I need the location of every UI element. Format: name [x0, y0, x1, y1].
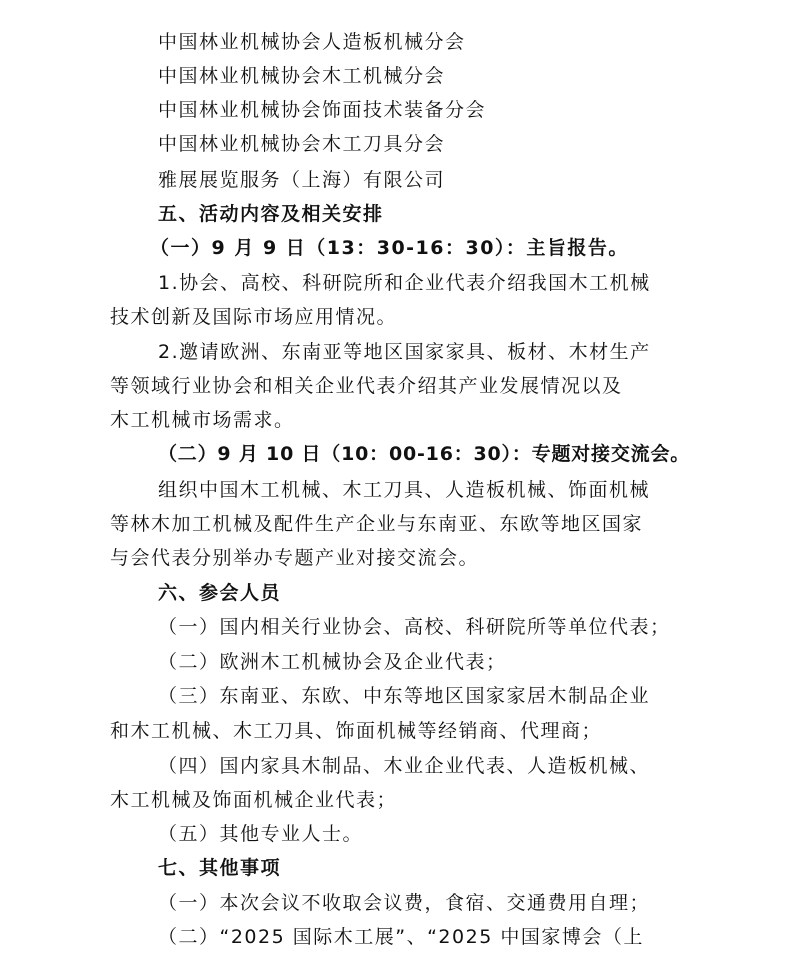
subsection-heading: （二）9 月 10 日（10：00-16：30）：专题对接交流会。: [158, 443, 690, 465]
section-heading: 六、参会人员: [158, 582, 282, 604]
paragraph-line: 组织中国木工机械、木工刀具、人造板机械、饰面机械: [158, 479, 651, 501]
organizer-line: 中国林业机械协会饰面技术装备分会: [158, 99, 487, 121]
organizer-line: 雅展展览服务（上海）有限公司: [158, 169, 446, 191]
paragraph-line: 木工机械市场需求。: [110, 409, 295, 431]
paragraph-line: 等领域行业协会和相关企业代表介绍其产业发展情况以及: [110, 375, 623, 397]
subsection-heading: （一）9 月 9 日（13：30-16：30）：主旨报告。: [150, 237, 629, 259]
paragraph-line: 与会代表分别举办专题产业对接交流会。: [110, 547, 480, 569]
organizer-line: 中国林业机械协会木工机械分会: [158, 65, 446, 87]
paragraph-line: 1.协会、高校、科研院所和企业代表介绍我国木工机械: [158, 272, 651, 294]
list-item: 和木工机械、木工刀具、饰面机械等经销商、代理商；: [110, 720, 603, 742]
list-item: （一）国内相关行业协会、高校、科研院所等单位代表；: [158, 616, 671, 638]
list-item: （五）其他专业人士。: [158, 823, 364, 845]
organizer-line: 中国林业机械协会木工刀具分会: [158, 133, 446, 155]
list-item: （三）东南亚、东欧、中东等地区国家家居木制品企业: [158, 685, 651, 707]
section-heading: 五、活动内容及相关安排: [158, 203, 384, 225]
paragraph-line: 2.邀请欧洲、东南亚等地区国家家具、板材、木材生产: [158, 341, 651, 363]
section-heading: 七、其他事项: [158, 857, 282, 879]
list-item: （一）本次会议不收取会议费，食宿、交通费用自理；: [158, 892, 651, 914]
list-item: （二）欧洲木工机械协会及企业代表；: [158, 651, 507, 673]
list-item: 木工机械及饰面机械企业代表；: [110, 789, 398, 811]
list-item: （四）国内家具木制品、木业企业代表、人造板机械、: [158, 755, 651, 777]
list-item: （二）“2025 国际木工展”、“2025 中国家博会（上: [158, 926, 644, 948]
paragraph-line: 技术创新及国际市场应用情况。: [110, 306, 398, 328]
paragraph-line: 等林木加工机械及配件生产企业与东南亚、东欧等地区国家: [110, 513, 644, 535]
organizer-line: 中国林业机械协会人造板机械分会: [158, 31, 466, 53]
